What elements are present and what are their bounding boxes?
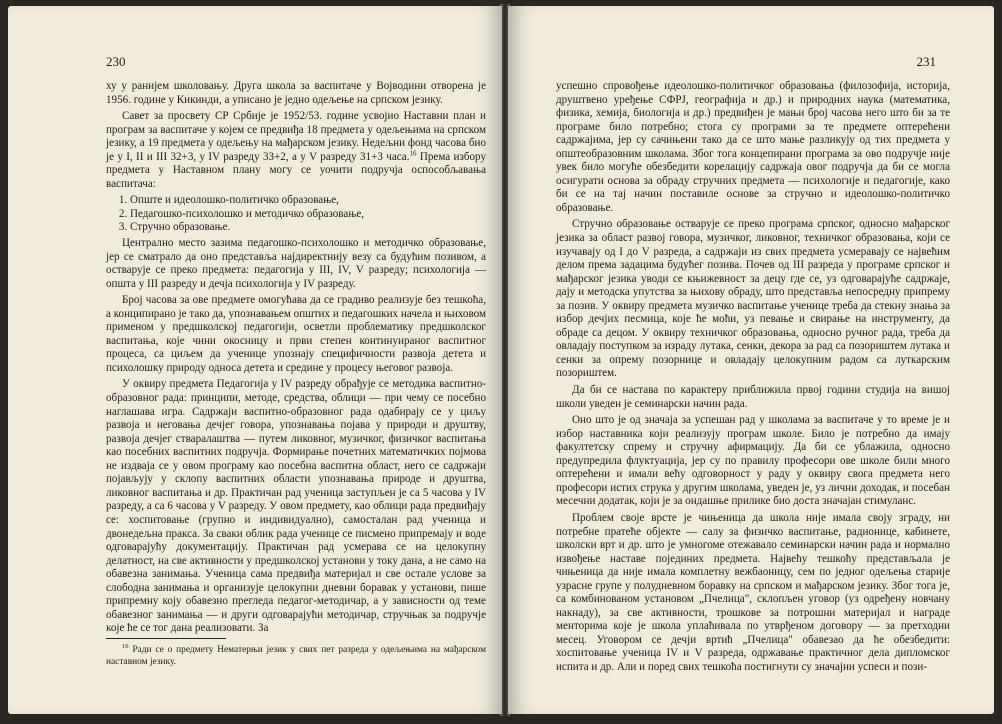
page-number-left: 230 bbox=[106, 54, 126, 69]
footnote-ref: 16 bbox=[409, 149, 417, 158]
paragraph: Централно место зазима педагошко-психолошко и методичко образовање, јер се сматрало да оно представља најдиректнију везу са будућим позивом, а остварује се преко предмета: педагогија у III, IV, V разреду; психологија — општа у III разреду и дечја психологија у IV разреду. bbox=[106, 237, 486, 290]
right-page-text bbox=[556, 80, 950, 678]
paragraph: Да би се настава по карактеру приближила првој години студија на вишој школи уведен је семинарски начин рада. bbox=[556, 384, 950, 410]
left-page-text bbox=[106, 80, 486, 639]
paragraph: У оквиру предмета Педагогија у IV разреду обрађује се методика васпитно-образовног рада: принципи, методе, средства, облици — при чему се посебно наглашава игра. Садржаји васпитно-образовног рада одабирају се у циљу развоја и неговања дечјег говора, упознавања појава у природи и друштву, развоја дечјег стваралаштва — путем ликовног, музичког, физичког васпитања као посебних васпитних подручја. Формирање почетних математичких појмова не издваја се у овом програму као посебна васпитна област, него се садржаји појављују у склопу васпитних области упознавања природе и друштва, ликовног васпитања и др. Практичан рад ученица заступљен је са 5 часова у IV разреду, а са 6 часова у V разреду. У овом предмету, као облици рада предвиђају се: хоспитовање (групно и индивидуално), самосталан рад ученица и двонедељна пракса. За сваки облик рада ученице се писмено припремају и воде одговарајућу документацију. Практичан рад усмерава се на целокупну делатност, на све активности у предшколској установи у току дана, а не само на обавезна занимања. Ученица сама предвиђа материјал и све остале услове за слободна занимања и организује целокупни дневни боравак у установи, пише припремну коју обавезно прегледа педагог-методичар, а у зависности од теме обавезног занимања — и други одговарајући методичар, стручњак за подручје које ће се тог дана реализовати. За bbox=[106, 378, 486, 635]
paragraph-text: Савет за просвету СР Србије је 1952/53. године усвојио Наставни план и програм за васпитаче у којем се предвиђа 18 предмета у одељењима на српском језику, а 19 предмета у одељењу на мађарском језику. Недељни фонд часова био је у I, II и III 32+3, у IV разреду 33+2, а у V разреду 31+3 часа. bbox=[106, 110, 486, 163]
list-item: 2. Педагошко-психолошко и методичко образовање, bbox=[130, 208, 486, 222]
list-item: 3. Стручно образовање. bbox=[130, 221, 486, 235]
paragraph: Број часова за ове предмете омогућава да се градиво реализује без тешкоћа, а конципирано је тако да, упознавањем општих и педагошких начела и њиховом применом у предшколској педагогији, осветли проблематику предшколског васпитања, које чини окосницу и први степен континуираног васпитног процеса, са циљем да ученице упознају специфичности развоја детета и психолошку природу односа детета и средине у процесу његовог развоја. bbox=[106, 294, 486, 374]
paragraph: успешно спровођење идеолошко-политичког образовања (филозофија, историја, друштвено уређење СФРЈ, географија и др.) и природних наука (математика, физика, хемија, биологија и др.) предвиђен је мањи број часова него што би за те програме било потребно; стога су програми за те предмете оптерећени садржајима, јер су сачињени тако да се што мање разликују од тих предмета у општеобразовним школама. Због тога концепирани програма за ово подручје није увек било могуће обезбедити корелацију садржаја овог подручја да би се могла осигурати основа за обраду стручних предмета — психологије и педагогије, како би се на тај начин поставиле основе за стручно и идеолошко-политичко образовање. bbox=[556, 80, 950, 214]
paragraph: ху у ранијем школовању. Друга школа за васпитаче у Војводини отворена је 1956. године у Кикинди, а уписано је једно одељење на српском језику. bbox=[106, 80, 486, 106]
footnote-marker: 16 bbox=[122, 642, 129, 650]
right-page bbox=[508, 6, 994, 714]
paragraph-text: Према избору предмета у Наставном плану могу се уочити подручја оспособљавања васпитача: bbox=[106, 150, 486, 190]
paragraph: Оно што је од значаја за успешан рад у школама за васпитаче у то време је и избор наставника који реализују програм школе. Било је потребно да имају факултетску спрему и стручну афирмацију. Да би се ублажила, односно предупредила флуктуација, јер су по правилу професори ове школе били много оптерећени и имали већу одговорност у раду у оквиру свога предмета него професори истих струка у другим школама, уведен је, уз лични доходак, и посебан месечни додатак, који је за ондашње прилике био доста значајан стимуланс. bbox=[556, 414, 950, 508]
paragraph bbox=[106, 110, 486, 191]
list-item: 1. Опште и идеолошко-политичко образовање, bbox=[130, 194, 486, 208]
left-page bbox=[8, 6, 502, 714]
footnote-divider bbox=[106, 638, 226, 639]
page-number-right: 231 bbox=[916, 54, 936, 69]
numbered-list bbox=[106, 194, 486, 235]
paragraph: Стручно образовање остварује се преко програма српског, односно мађарског језика за област развој говора, музичког, ликовног, техничког образовања, који се изучавају од I до V разреда, а садржаји из свих предмета усмеравају се највећим делом према задацима будућег позива. Почев од III разреда у програме српског и мађарског језика уводи се књижевност за децу где се, уз одговарајуће садржаје, дају и методска упутства за њихову обраду, што представља непосредну припрему за позив. У оквиру предмета музичко васпитање ученице треба да стекну знања за избор дечјих песмица, које ће моћи, уз певање и свирање на инструменту, да обраде са децом. У оквиру техничког образовања, односно ручног рада, треба да овладају поступком за израду лутака, сенки, декора за рад са позориштем лутака и сенки за опрему позорнице и овладају целокупним радом са луткарским позориштем. bbox=[556, 218, 950, 380]
footnote bbox=[106, 644, 486, 668]
paragraph: Проблем своје врсте је чињеница да школа није имала своју зграду, ни потребне пратеће објекте — салу за физичко васпитање, радионице, кабинете, школски врт и др. што је умногоме отежавало семинарски начин рада и нормално извођење наставе појединих предмета. Највећу тешкоћу представљала је чињеница да није имала комплетну вежбаоницу, сем по једног одељења старије узрасне групе у полудневном боравку на српском и мађарском језику. Због тога је, са комбинованом установом „Пчелица", склопљен уговор (уз одређену новчану накнаду), за све активности, трошкове за потрошни материјал и награде менторима које је школа уплаћивала по утврђеном договору — за претходни месец. Уговором се дечји вртић „Пчелица" обавезао да ће обезбедити: хоспитовање ученица IV и V разреда, одржавање практичног дела дипломског испита и др. Али и поред свих тешкоћа постигнути су значајни успеси и пози- bbox=[556, 511, 950, 673]
footnote-text: Ради се о предмету Нематерњи језик у свих пет разреда у одељењима на мађарском наставном језику. bbox=[106, 645, 486, 667]
